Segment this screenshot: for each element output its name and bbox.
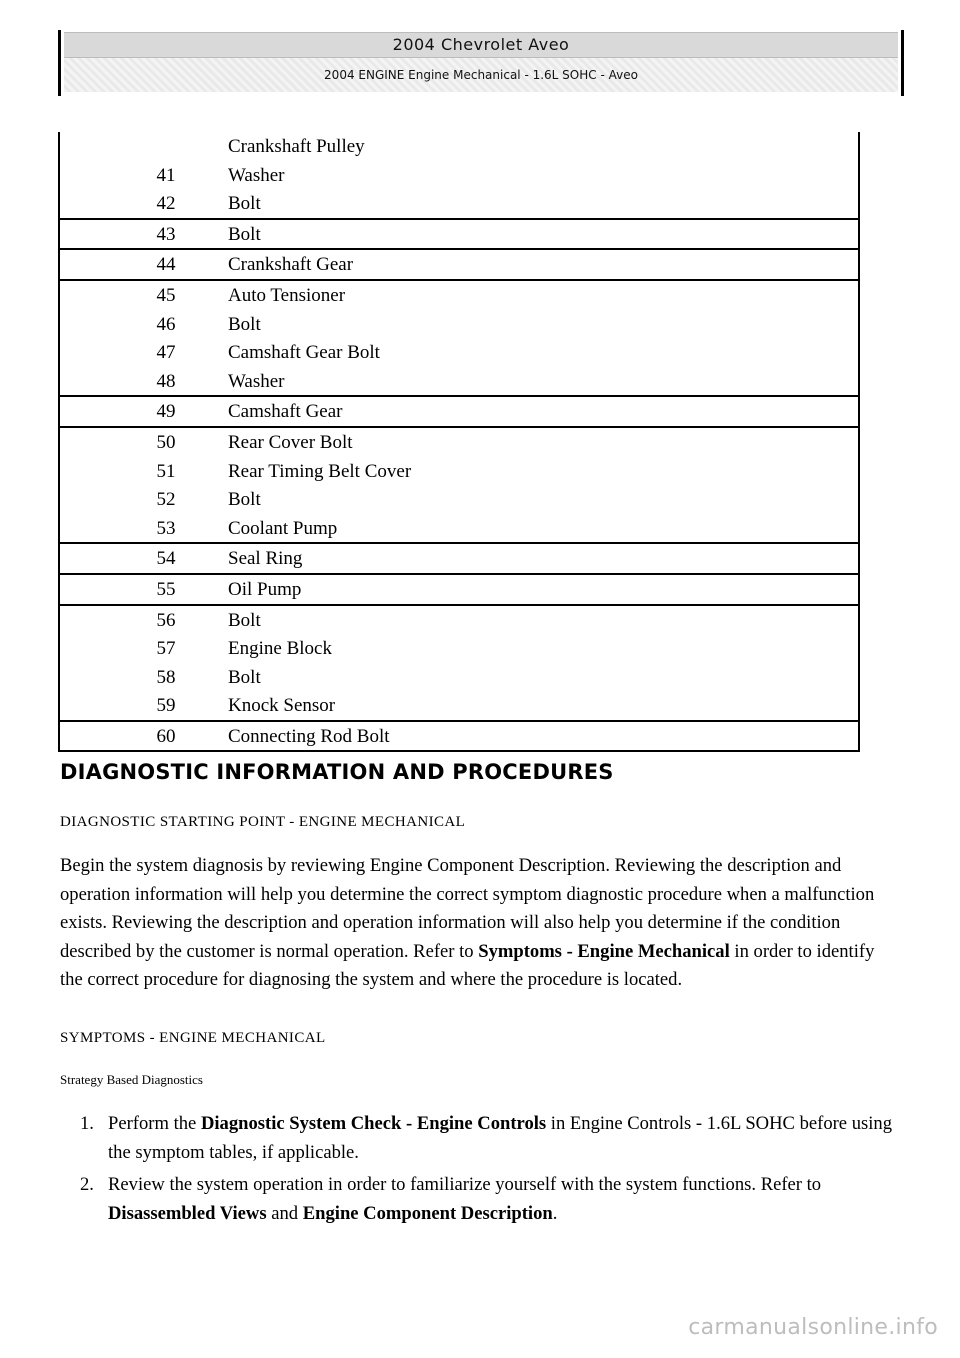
part-number: 47 xyxy=(156,342,176,364)
part-name: Auto Tensioner xyxy=(228,284,346,306)
part-name: Crankshaft Gear xyxy=(228,254,354,276)
part-number: 52 xyxy=(156,489,176,511)
table-row xyxy=(60,281,858,310)
table-group xyxy=(60,573,858,604)
part-number: 45 xyxy=(156,284,176,306)
table-row xyxy=(60,544,858,573)
parts-table xyxy=(58,132,860,752)
part-name: Oil Pump xyxy=(228,578,302,600)
table-row xyxy=(60,457,858,486)
part-number: 51 xyxy=(156,460,176,482)
part-number: 49 xyxy=(156,401,176,423)
part-number: 55 xyxy=(156,578,176,600)
table-row xyxy=(60,606,858,635)
header-subtitle: 2004 ENGINE Engine Mechanical - 1.6L SOHC - Aveo xyxy=(64,58,898,92)
part-name: Seal Ring xyxy=(228,548,303,570)
table-group xyxy=(60,279,858,395)
table-group xyxy=(60,132,858,218)
part-name: Bolt xyxy=(228,489,261,511)
part-name: Washer xyxy=(228,370,285,392)
part-number: 46 xyxy=(156,313,176,335)
starting-point-heading: DIAGNOSTIC STARTING POINT - ENGINE MECHANICAL xyxy=(60,814,466,830)
step-item xyxy=(60,1110,900,1167)
table-row xyxy=(60,634,858,663)
part-number: 53 xyxy=(156,517,176,539)
part-name: Bolt xyxy=(228,313,261,335)
table-row xyxy=(60,428,858,457)
part-name: Rear Timing Belt Cover xyxy=(228,460,412,482)
table-group xyxy=(60,542,858,573)
table-row xyxy=(60,485,858,514)
part-name: Coolant Pump xyxy=(228,517,338,539)
part-number: 42 xyxy=(156,193,176,215)
step-link[interactable]: Disassembled Views xyxy=(108,1202,267,1224)
part-number: 54 xyxy=(156,548,176,570)
part-name: Bolt xyxy=(228,666,261,688)
step-text: Review the system operation in order to familiarize yourself with the system functions. Refer to xyxy=(108,1174,822,1196)
part-number: 50 xyxy=(156,431,176,453)
table-group xyxy=(60,604,858,720)
part-number: 43 xyxy=(156,223,176,245)
part-number: 44 xyxy=(156,254,176,276)
part-name: Camshaft Gear xyxy=(228,401,343,423)
part-number: 60 xyxy=(156,725,176,747)
part-number: 59 xyxy=(156,695,176,717)
intro-text-b: in order to identify the correct procedure for diagnosing the system and where the procedure is located. xyxy=(60,940,875,991)
symptoms-link[interactable]: Symptoms - Engine Mechanical xyxy=(478,940,730,962)
part-number: 58 xyxy=(156,666,176,688)
table-row xyxy=(60,310,858,339)
table-row xyxy=(60,132,858,161)
table-group xyxy=(60,426,858,542)
watermark: carmanualsonline.info xyxy=(688,1315,938,1340)
part-name: Connecting Rod Bolt xyxy=(228,725,390,747)
table-group xyxy=(60,395,858,426)
part-name: Crankshaft Pulley xyxy=(228,136,365,157)
part-number: 57 xyxy=(156,638,176,660)
step-text: in Engine Controls - 1.6L SOHC before using the symptom tables, if applicable. xyxy=(108,1113,893,1163)
table-row xyxy=(60,161,858,190)
table-row xyxy=(60,220,858,249)
step-text: . xyxy=(552,1202,558,1224)
table-group xyxy=(60,720,858,751)
part-name: Camshaft Gear Bolt xyxy=(228,342,380,364)
symptoms-heading: SYMPTOMS - ENGINE MECHANICAL xyxy=(60,1030,326,1046)
table-row xyxy=(60,514,858,543)
part-number: 48 xyxy=(156,370,176,392)
table-row xyxy=(60,397,858,426)
header-title: 2004 Chevrolet Aveo xyxy=(64,32,898,58)
part-name: Bolt xyxy=(228,193,261,215)
step-number: 2. xyxy=(80,1174,94,1196)
part-name: Bolt xyxy=(228,609,261,631)
intro-text-a: Begin the system diagnosis by reviewing Engine Component Description. Reviewing the description and operation information will help you determine the correct symptom diagnostic procedure when a malfunction exists. Reviewing the description and operation information will also help you determine if the condition described by the customer is normal operation. Refer to xyxy=(60,855,875,962)
step-number: 1. xyxy=(80,1113,94,1134)
table-row xyxy=(60,691,858,720)
diagnostic-steps xyxy=(60,1110,900,1232)
intro-paragraph xyxy=(60,852,900,995)
step-item xyxy=(60,1171,900,1228)
strategy-heading: Strategy Based Diagnostics xyxy=(60,1072,203,1087)
table-row xyxy=(60,250,858,279)
table-row xyxy=(60,367,858,396)
part-number: 56 xyxy=(156,609,176,631)
step-link[interactable]: Engine Component Description xyxy=(302,1202,553,1224)
part-name: Bolt xyxy=(228,223,261,245)
table-row xyxy=(60,722,858,751)
part-name: Engine Block xyxy=(228,638,332,660)
part-name: Rear Cover Bolt xyxy=(228,431,353,453)
table-group xyxy=(60,218,858,249)
table-row xyxy=(60,189,858,218)
table-row xyxy=(60,663,858,692)
step-link[interactable]: Diagnostic System Check - Engine Controls xyxy=(200,1113,547,1134)
section-heading: DIAGNOSTIC INFORMATION AND PROCEDURES xyxy=(60,760,614,784)
page-header xyxy=(58,30,904,96)
part-number: 41 xyxy=(156,164,176,186)
part-name: Knock Sensor xyxy=(228,695,336,717)
step-text: Perform the xyxy=(108,1113,201,1134)
table-row xyxy=(60,338,858,367)
part-name: Washer xyxy=(228,164,285,186)
step-text: and xyxy=(266,1202,303,1224)
table-row xyxy=(60,575,858,604)
table-group xyxy=(60,248,858,279)
